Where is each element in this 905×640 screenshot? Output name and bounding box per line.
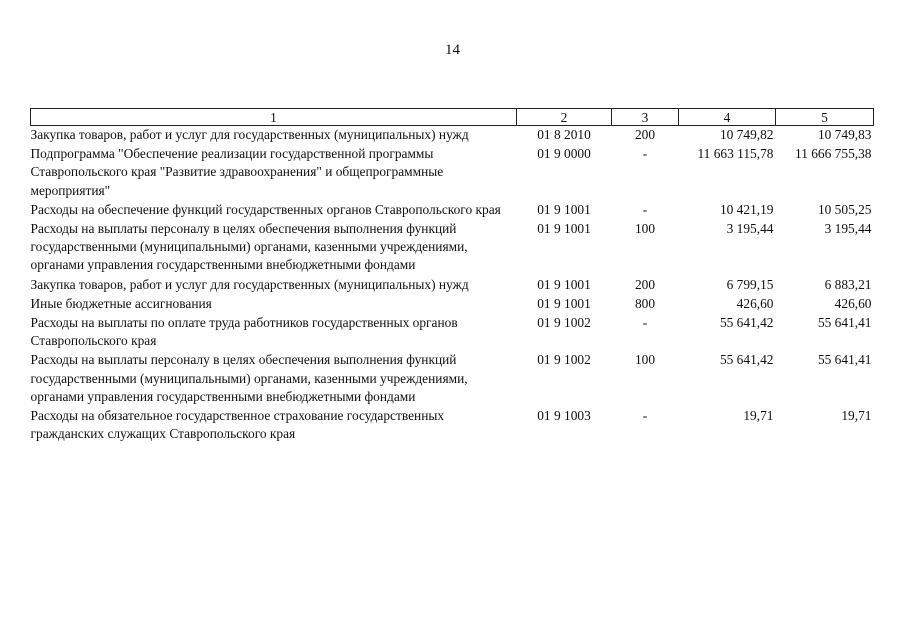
row-name: Иные бюджетные ассигнования <box>30 295 212 311</box>
row-type: 100 <box>634 221 656 237</box>
row-amount-1: 11 663 115,78 <box>697 146 774 162</box>
row-amount-1: 10 421,19 <box>719 201 774 217</box>
table-header <box>31 109 874 126</box>
table-row <box>31 295 874 314</box>
row-name: Расходы на обеспечение функций государственных органов Ставропольского края <box>30 201 501 217</box>
row-code: 01 9 1001 <box>537 201 591 217</box>
page-number: 14 <box>445 42 460 58</box>
row-type: 800 <box>634 295 656 311</box>
row-type: - <box>642 408 648 424</box>
row-code: 01 9 1001 <box>537 295 591 311</box>
table-row <box>31 220 874 276</box>
header-col-2: 2 <box>517 109 612 126</box>
row-amount-2: 3 195,44 <box>824 221 872 237</box>
header-col-3: 3 <box>612 109 679 126</box>
row-amount-2: 55 641,41 <box>817 352 872 368</box>
row-code: 01 9 1002 <box>537 352 591 368</box>
row-amount-2: 55 641,41 <box>817 315 872 331</box>
row-amount-1: 10 749,82 <box>719 127 774 142</box>
row-type: - <box>642 146 648 162</box>
budget-table <box>30 108 874 444</box>
table-row <box>31 126 874 146</box>
row-code: 01 9 1001 <box>537 221 591 237</box>
row-amount-1: 55 641,42 <box>719 315 774 331</box>
header-col-4: 4 <box>679 109 776 126</box>
table-row <box>31 276 874 295</box>
row-type: 100 <box>634 352 656 368</box>
row-amount-1: 55 641,42 <box>719 352 774 368</box>
row-code: 01 9 1003 <box>537 408 591 424</box>
row-amount-1: 19,71 <box>743 408 774 424</box>
row-type: 200 <box>634 127 656 142</box>
row-name: Расходы на выплаты персоналу в целях обеспечения выполнения функций государственными (муниципальными) органами, казенными учреждениями, органами управления государственными внебюджетными фондами <box>30 221 468 273</box>
table-row <box>31 351 874 407</box>
header-col-1: 1 <box>31 109 517 126</box>
table-row <box>31 201 874 220</box>
row-amount-2: 10 749,83 <box>817 127 872 142</box>
header-col-5: 5 <box>776 109 874 126</box>
table-row <box>31 314 874 351</box>
table-row <box>31 407 874 444</box>
header-row <box>31 109 874 126</box>
row-code: 01 9 0000 <box>537 146 591 162</box>
table-row <box>31 145 874 201</box>
row-name: Расходы на выплаты персоналу в целях обеспечения выполнения функций государственными (муниципальными) органами, казенными учреждениями, органами управления государственными внебюджетными фондами <box>30 352 468 404</box>
row-amount-2: 6 883,21 <box>824 276 872 292</box>
row-code: 01 8 2010 <box>537 127 591 142</box>
table-body <box>31 126 874 445</box>
row-amount-2: 11 666 755,38 <box>795 146 872 162</box>
row-code: 01 9 1002 <box>537 315 591 331</box>
row-name: Расходы на выплаты по оплате труда работников государственных органов Ставропольского края <box>30 315 458 349</box>
row-name: Расходы на обязательное государственное страхование государственных гражданских служащих Ставропольского края <box>30 408 445 442</box>
row-amount-1: 6 799,15 <box>726 276 774 292</box>
row-type: - <box>642 315 648 331</box>
row-code: 01 9 1001 <box>537 276 591 292</box>
row-amount-2: 426,60 <box>834 295 872 311</box>
row-name: Подпрограмма "Обеспечение реализации государственной программы Ставропольского края "Развитие здравоохранения" и общепрограммные мероприятия" <box>30 146 444 198</box>
row-type: - <box>642 201 648 217</box>
row-amount-2: 19,71 <box>841 408 872 424</box>
row-name: Закупка товаров, работ и услуг для государственных (муниципальных) нужд <box>30 127 469 142</box>
row-name: Закупка товаров, работ и услуг для государственных (муниципальных) нужд <box>30 276 469 292</box>
row-type: 200 <box>634 276 656 292</box>
row-amount-1: 426,60 <box>736 295 774 311</box>
row-amount-2: 10 505,25 <box>817 201 872 217</box>
row-amount-1: 3 195,44 <box>726 221 774 237</box>
